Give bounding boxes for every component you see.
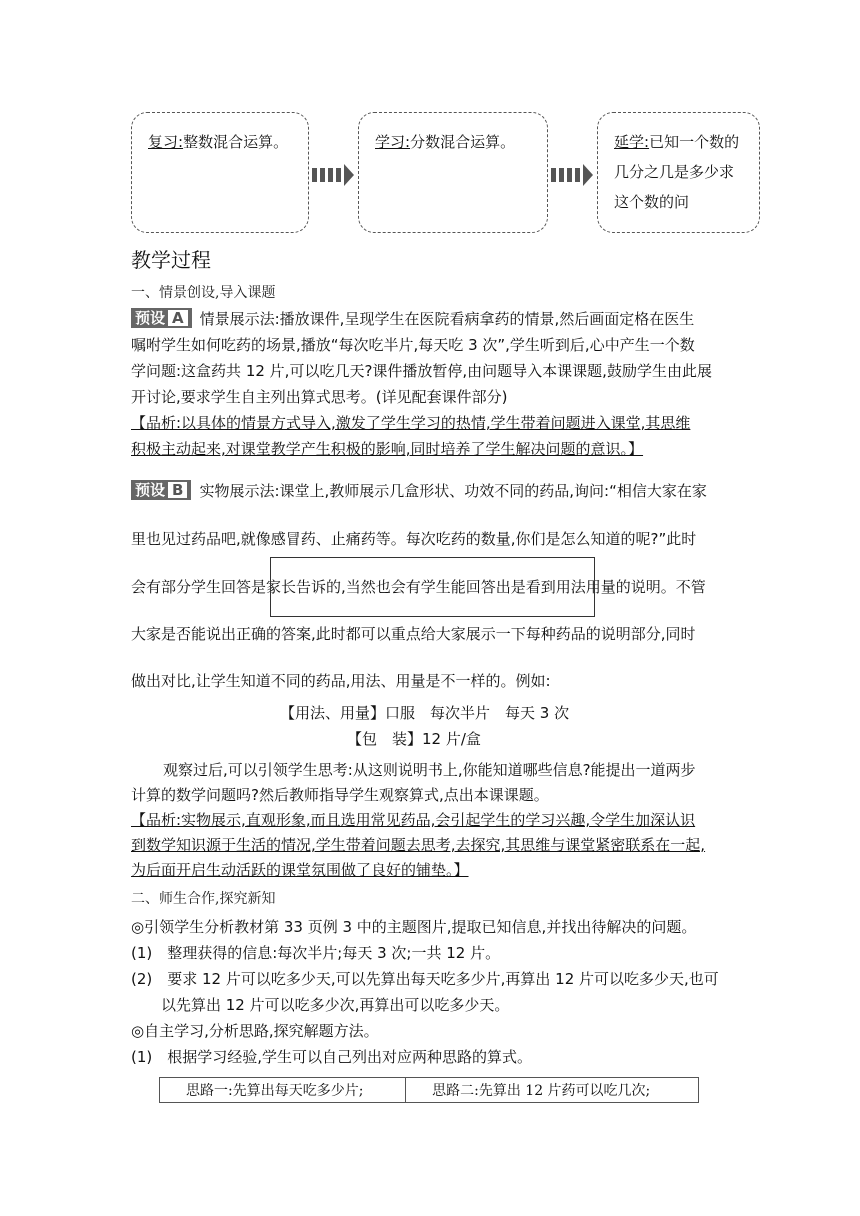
section-1-title: 一、情景创设,导入课题 bbox=[131, 285, 276, 301]
flow-box-review bbox=[131, 112, 309, 233]
flow-box-learn bbox=[358, 112, 548, 233]
arrow-icon bbox=[551, 162, 595, 188]
preset-b bbox=[131, 480, 751, 690]
table-cell: 思路二:先算出 12 片药可以吃几次; bbox=[406, 1078, 699, 1103]
extend-label: 延学: bbox=[614, 133, 650, 151]
list-item: ◎引领学生分析教材第 33 页例 3 中的主题图片,提取已知信息,并找出待解决的问题。 bbox=[131, 918, 697, 936]
list-item: ◎自主学习,分析思路,探究解题方法。 bbox=[131, 1022, 379, 1040]
preset-a-remark: 【品析:以具体的情景方式导入,激发了学生学习的热情,学生带着问题进入课堂,其思维 积极主动起来,对课堂教学产生积极的影响,同时培养了学生解决问题的意识。】 bbox=[131, 414, 691, 458]
page-heading: 教学过程 bbox=[131, 248, 211, 272]
preset-a-line: 嘱咐学生如何吃药的场景,播放“每次吃半片,每天吃 3 次”,学生听到后,心中产生一个数 bbox=[131, 336, 695, 354]
preset-b-remark: 【品析:实物展示,直观形象,而且选用常见药品,会引起学生的学习兴趣,令学生加深认识 到数学知识源于生活的情况,学生带着问题去思考,去探究,其思维与课堂紧密联系在一起, 为后面开启生动活跃的课堂氛围做了良好的铺垫。】 bbox=[131, 811, 706, 879]
example-usage: 【用法、用量】口服 每次半片 每天 3 次 bbox=[280, 704, 570, 722]
observation: 观察过后,可以引领学生思考:从这则说明书上,你能知道哪些信息?能提出一道两步 计算的数学问题吗?然后教师指导学生观察算式,点出本课课题。 bbox=[131, 761, 696, 804]
learn-text: 分数混合运算。 bbox=[410, 133, 516, 151]
preset-a bbox=[131, 306, 731, 462]
list-item: 以先算出 12 片可以吃多少次,再算出可以吃多少天。 bbox=[161, 996, 510, 1014]
preset-b-line: 实物展示法:课堂上,教师展示几盒形状、功效不同的药品,询问:“相信大家在家 bbox=[199, 482, 707, 500]
list-item: (1) 根据学习经验,学生可以自己列出对应两种思路的算式。 bbox=[131, 1048, 533, 1066]
section-2-title: 二、师生合作,探究新知 bbox=[131, 891, 276, 907]
preset-a-tag: 预设 A bbox=[131, 308, 192, 328]
table-cell: 思路一:先算出每天吃多少片; bbox=[160, 1078, 406, 1103]
preset-b-line: 做出对比,让学生知道不同的药品,用法、用量是不一样的。例如: bbox=[131, 672, 551, 690]
table-row bbox=[160, 1078, 699, 1103]
learn-label: 学习: bbox=[375, 133, 411, 151]
preset-b-tag: 预设 B bbox=[131, 480, 191, 500]
arrow-icon bbox=[312, 162, 356, 188]
highlight-box bbox=[270, 557, 595, 617]
flow-box-extend bbox=[597, 112, 760, 233]
preset-a-line: 情景展示法:播放课件,呈现学生在医院看病拿药的情景,然后画面定格在医生 bbox=[199, 310, 695, 328]
extend-text: 已知一个数的几分之几是多少求这个数的问 bbox=[614, 133, 740, 211]
preset-b-line: 里也见过药品吧,就像感冒药、止痛药等。每次吃药的数量,你们是怎么知道的呢?”此时 bbox=[131, 530, 697, 548]
preset-b-line: 大家是否能说出正确的答案,此时都可以重点给大家展示一下每种药品的说明部分,同时 bbox=[131, 625, 696, 643]
approach-table bbox=[159, 1077, 699, 1103]
list-item: (2) 要求 12 片可以吃多少天,可以先算出每天吃多少片,再算出 12 片可以吃多少天,也可 bbox=[131, 970, 719, 988]
review-label: 复习: bbox=[148, 133, 184, 151]
review-text: 整数混合运算。 bbox=[183, 133, 289, 151]
section-2-items bbox=[131, 914, 771, 1070]
preset-a-line: 学问题:这盒药共 12 片,可以吃几天?课件播放暂停,由问题导入本课课题,鼓励学生由此展 bbox=[131, 362, 712, 380]
example-package: 【包 装】12 片/盒 bbox=[347, 730, 481, 748]
preset-a-line: 开讨论,要求学生自主列出算式思考。(详见配套课件部分) bbox=[131, 388, 508, 406]
list-item: (1) 整理获得的信息:每次半片;每天 3 次;一共 12 片。 bbox=[131, 944, 501, 962]
preset-b-line: 会有部分学生回答是家长告诉的,当然也会有学生能回答出是看到用法用量的说明。不管 bbox=[131, 578, 706, 596]
